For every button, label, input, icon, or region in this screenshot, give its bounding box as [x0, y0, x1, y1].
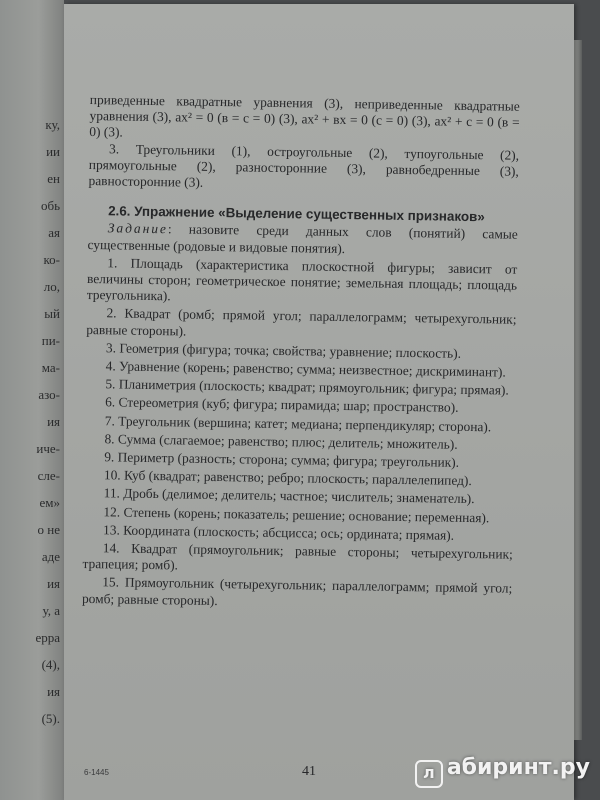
item-concept: Треугольник: [118, 413, 191, 430]
previous-page-strip: [0, 0, 64, 800]
item-number: 12.: [103, 503, 121, 520]
labirint-logo-icon: л: [415, 760, 443, 788]
item-number: 4.: [105, 358, 116, 374]
item-options: (корень; равенство; сумма; неизвестное; дискриминант).: [179, 359, 506, 380]
item-options: (вершина; катет; медиана; перпендикуляр; сторона).: [190, 414, 492, 434]
previous-page-fragment: ко-: [43, 252, 60, 267]
item-concept: Площадь: [130, 255, 183, 272]
previous-page-fragment: ло,: [43, 279, 60, 294]
item-concept: Прямоугольник: [124, 575, 215, 592]
item-options: (плоскость; квадрат; прямоугольник; фигура; прямая).: [195, 377, 509, 398]
watermark-text: абиринт.ру: [446, 755, 590, 780]
list-item: [82, 540, 512, 579]
item-concept: Геометрия: [119, 340, 180, 357]
previous-page-fragment: ен: [47, 171, 60, 186]
item-concept: Квадрат: [131, 540, 178, 557]
item-concept: Стереометрия: [118, 394, 199, 412]
previous-page-fragment: ма-: [41, 360, 60, 375]
item-number: 3.: [105, 340, 117, 356]
previous-page-fragment: ку,: [45, 117, 60, 132]
previous-page-fragment: ая: [48, 225, 60, 240]
previous-page-fragment: ия: [47, 576, 60, 591]
item-options: (разность; сторона; сумма; фигура; треугольник).: [174, 450, 460, 470]
item-number: 2.: [106, 305, 117, 321]
item-number: 10.: [103, 467, 121, 483]
list-item: [82, 574, 512, 613]
list-item: [87, 255, 518, 310]
item-number: 13.: [103, 522, 120, 538]
task-paragraph: [87, 220, 517, 259]
item-options: (характеристика плоскостной фигуры; зависит от величины сторон; геометрическое понятие; земельная площадь; площадь треугольника).: [86, 256, 518, 304]
item-concept: Степень: [123, 504, 171, 520]
previous-page-fragment: ый: [44, 306, 60, 321]
paragraph-triangles: 3. Треугольники (1), остроугольные (2), тупоугольные (2), прямоугольные (2), разносторонние (3), равнобедренные (3), равносторонние (3).: [88, 140, 520, 190]
item-concept: Сумма: [117, 431, 156, 447]
previous-page-fragment: азо-: [38, 387, 60, 402]
item-options: (четырехугольник; параллелограмм; прямой угол; ромб; равные стороны).: [81, 576, 513, 608]
previous-page-fragment: ия: [47, 684, 60, 699]
item-options: (фигура; точка; свойства; уравнение; плоскость).: [178, 341, 462, 361]
list-item: [86, 305, 516, 344]
exercise-list: [82, 255, 517, 614]
item-concept: Квадрат: [124, 306, 171, 322]
previous-page-fragment: обь: [40, 198, 60, 213]
item-number: 7.: [104, 412, 116, 429]
item-options: (прямоугольник; равные стороны; четырехугольник; трапеция; ромб).: [82, 541, 513, 573]
item-options: (делимое; делитель; частное; числитель; знаменатель).: [158, 486, 475, 507]
item-concept: Планиметрия: [118, 376, 197, 393]
task-text: : назовите среди данных слов (понятий) самые существенные (родовые и видовые понятия).: [87, 221, 518, 256]
item-options: (куб; фигура; пирамида; шар; пространство).: [198, 396, 459, 416]
previous-page-fragment: ерра: [35, 630, 60, 645]
previous-page-fragment: пи-: [41, 333, 60, 348]
item-number: 15.: [102, 574, 120, 591]
item-number: 14.: [102, 540, 120, 556]
item-number: 8.: [104, 431, 115, 447]
item-number: 6.: [105, 394, 116, 410]
item-number: 11.: [103, 485, 121, 501]
item-options: (корень; показатель; решение; основание; переменная).: [170, 504, 490, 525]
paragraph-equations: приведенные квадратные уравнения (3), неприведенные квадратные уравнения (3), ax² = 0 (в = с = 0) (3), ax² + вх = 0 (с = 0) (3), ax² + с = 0 (в = 0) (3).: [89, 92, 520, 140]
item-options: (слагаемое; равенство; плюс; делитель; множитель).: [155, 431, 458, 452]
previous-page-fragment: у, а: [42, 603, 60, 618]
previous-page-fragment: ии: [46, 144, 60, 159]
item-options: (квадрат; равенство; ребро; плоскость; параллелепипед).: [145, 468, 472, 489]
previous-page-fragment: иче-: [36, 441, 60, 456]
item-options: (ромб; прямой угол; параллелограмм; четырехугольник; равные стороны).: [86, 306, 517, 339]
previous-page-fragment: о не: [37, 522, 60, 537]
item-number: 5.: [105, 376, 116, 392]
order-code: 6-1445: [84, 768, 109, 777]
item-concept: Куб: [123, 467, 146, 484]
previous-page-fragment: ем»: [39, 495, 60, 510]
previous-page-fragment: (5).: [41, 711, 60, 726]
previous-page-fragment: аде: [41, 549, 60, 564]
watermark: [415, 755, 590, 788]
item-number: 9.: [104, 449, 115, 465]
section-heading: 2.6. Упражнение «Выделение существенных признаков»: [108, 203, 485, 225]
previous-page-fragment: ия: [47, 414, 60, 429]
task-label: Задание: [107, 220, 169, 237]
item-concept: Дробь: [123, 486, 159, 502]
item-concept: Периметр: [117, 449, 175, 466]
item-number: 1.: [107, 255, 118, 271]
item-concept: Координата: [123, 522, 191, 539]
book-page: [64, 4, 574, 800]
previous-page-fragment: (4),: [41, 657, 60, 672]
item-concept: Уравнение: [118, 358, 180, 375]
previous-page-fragment: сле-: [37, 468, 60, 483]
page-number: 41: [302, 764, 316, 779]
page-text: [82, 92, 520, 614]
item-options: (плоскость; абсцисса; ось; ордината; прямая).: [189, 523, 455, 543]
